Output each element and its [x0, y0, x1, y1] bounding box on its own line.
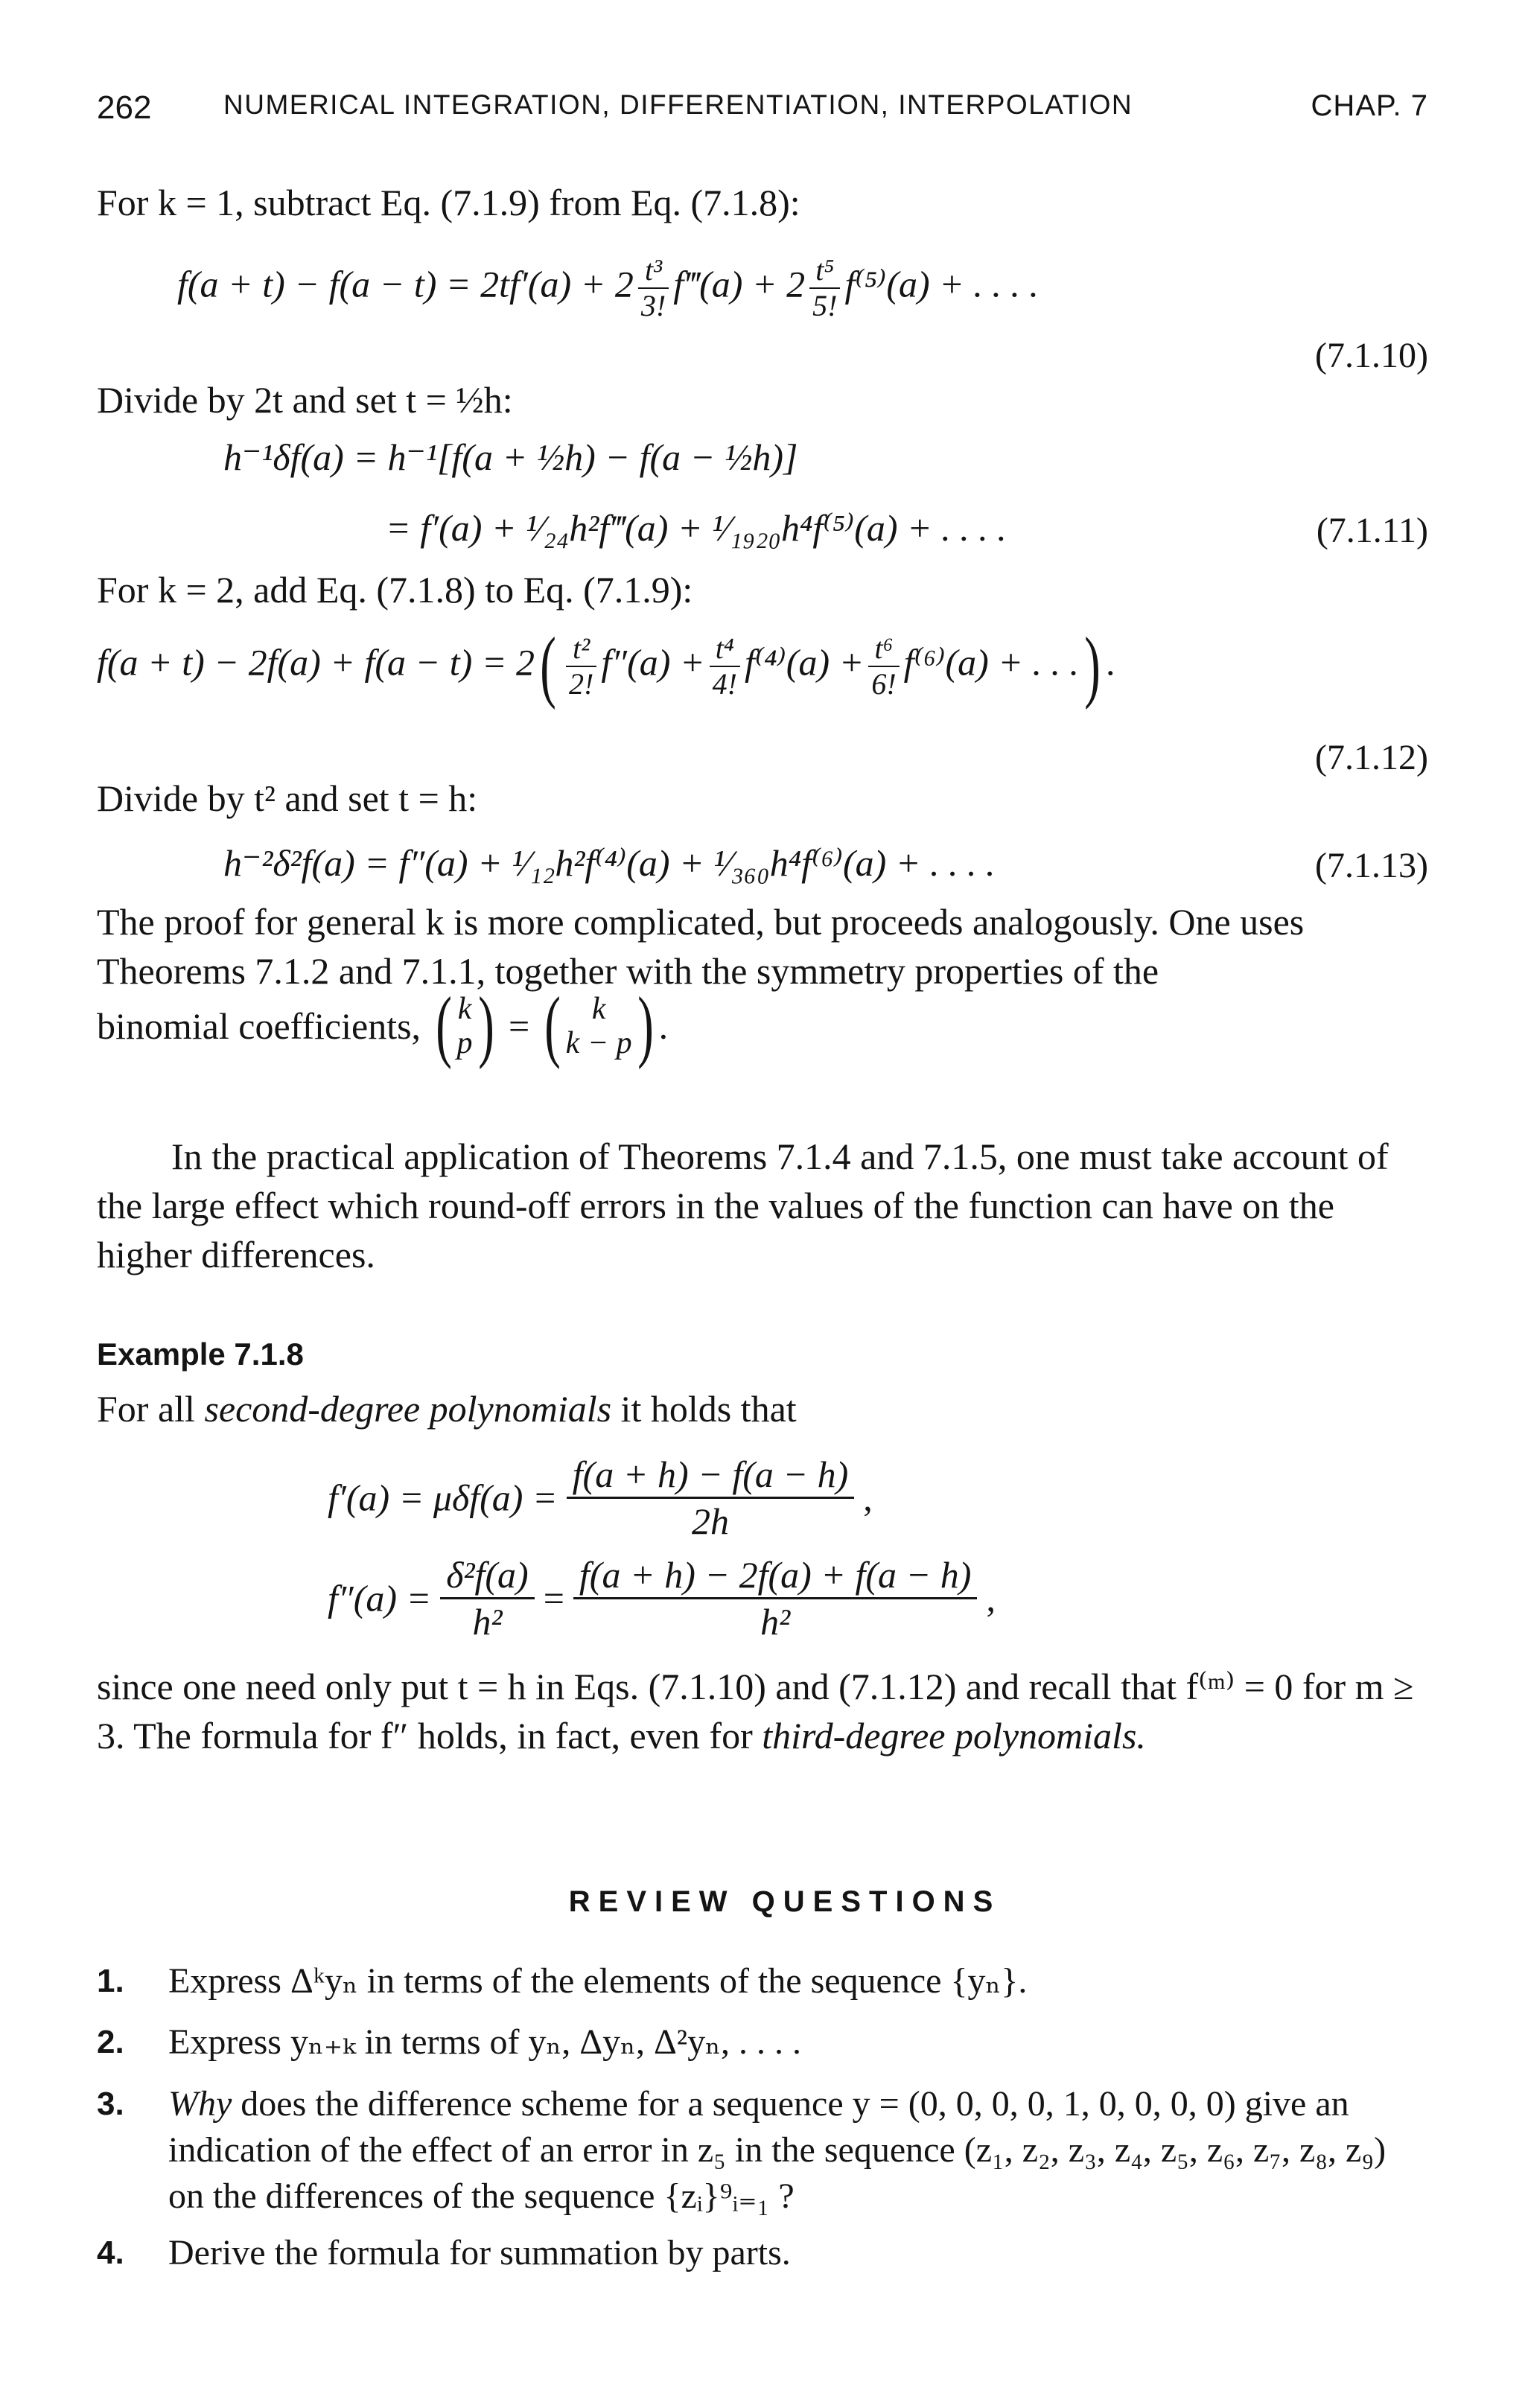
- binomial-left: [457, 992, 473, 1060]
- frac-denominator: h²: [472, 1601, 503, 1643]
- question-text: [168, 2081, 1428, 2220]
- example-intro: [97, 1385, 1428, 1433]
- frac-denominator: h²: [760, 1601, 791, 1643]
- eq-7112-frac-1: [566, 631, 596, 701]
- review-questions-heading: REVIEW QUESTIONS: [568, 1885, 1002, 1918]
- frac-denominator: 3!: [640, 289, 666, 322]
- frac-denominator: 5!: [812, 289, 838, 322]
- question-number: 3.: [97, 2086, 124, 2122]
- example-eq2-frac-2: [573, 1552, 978, 1644]
- binomial-text: binomial coefficients,: [97, 1005, 421, 1047]
- divide-t2-text: Divide by t² and set t = h:: [97, 777, 478, 819]
- equation-number: (7.1.11): [1316, 511, 1428, 550]
- eq-7110-rhs: f⁽⁵⁾(a) + . . . .: [844, 263, 1039, 305]
- eq-7112-lhs: f(a + t) − 2f(a) + f(a − t) = 2: [97, 641, 535, 684]
- divide-2t-text: Divide by 2t and set t = ½h:: [97, 379, 513, 421]
- equation-7-1-12: f(a + t) − 2f(a) + f(a − t) = 2( $\frac{\text{t²}}{2!}$ f″(a) + $\frac{\text{t⁴}}{4!}$ f⁽⁴⁾(a) + $\frac{\text{t⁶}}{6!}$ f⁽⁶⁾(a) + . . .) .: [97, 622, 1115, 710]
- question-body: does the difference scheme for a sequence y = (0, 0, 0, 0, 1, 0, 0, 0, 0) give an indication of the effect of an error in z₅ in the sequence (z₁, z₂, z₃, z₄, z₅, z₆, z₇, z₈, z₉) on the differences of the sequence {zᵢ}⁹ᵢ₌₁ ?: [168, 2084, 1386, 2216]
- eq-7112-term-2: f⁽⁴⁾(a) +: [744, 641, 865, 684]
- right-paren: ): [477, 981, 494, 1070]
- equation-7-1-10: [177, 253, 1039, 323]
- frac-numerator: t⁶: [868, 631, 899, 667]
- eq-7110-lhs: f(a + t) − f(a − t) = 2tf′(a) + 2: [177, 263, 634, 305]
- equation-number: (7.1.12): [1315, 738, 1428, 777]
- frac-numerator: t²: [566, 631, 596, 667]
- example-equation-1: f′(a) = μδf(a) = $\frac{f(a + h) - f(a - h)}{2h}$ ,: [328, 1453, 873, 1542]
- intro-k2: For k = 2, add Eq. (7.1.8) to Eq. (7.1.9):: [97, 569, 693, 611]
- eq-7112-term-3: f⁽⁶⁾(a) + . . .: [903, 641, 1080, 684]
- eq-7110-mid: f‴(a) + 2: [673, 263, 806, 305]
- example-conclusion-text: since one need only put t = h in Eqs. (7.1.10) and (7.1.12) and recall that f⁽ᵐ⁾ = 0 for m ≥ 3. The formula for f″ holds, in fact, even for: [97, 1666, 1414, 1756]
- binomial-line: binomial coefficients, ( k p ) = ( k k − p ) .: [97, 981, 669, 1070]
- binom-top: k: [457, 992, 472, 1026]
- question-text: Derive the formula for summation by parts.: [168, 2233, 791, 2272]
- page-number: 262: [97, 89, 152, 126]
- eq-7112-frac-2: [710, 631, 740, 701]
- review-question-3: [97, 2081, 1428, 2220]
- example-title: Example 7.1.8: [97, 1337, 304, 1372]
- example-equation-2: f″(a) = $\frac{\text{δ²f(a)}}{\text{h²}}$ = $\frac{f(a + h) - 2f(a) + f(a - h)}{\text{h²}}$ ,: [328, 1554, 996, 1643]
- review-question-2: [97, 2019, 1428, 2065]
- frac-numerator: t⁴: [710, 631, 740, 667]
- eq-7112-frac-3: [868, 631, 899, 701]
- question-number: 1.: [97, 1963, 124, 1999]
- frac-denominator: 2h: [691, 1500, 729, 1542]
- question-number: 4.: [97, 2235, 124, 2271]
- binom-bottom: p: [456, 1026, 473, 1060]
- right-paren: ): [637, 981, 654, 1070]
- question-number: 2.: [97, 2024, 124, 2060]
- example-eq1-lhs: f′(a) = μδf(a) =: [328, 1477, 558, 1519]
- binomial-right: [566, 992, 632, 1060]
- left-paren: (: [544, 981, 561, 1070]
- eq-7112-term-1: f″(a) +: [601, 641, 705, 684]
- example-conclusion-emphasis: third-degree polynomials.: [762, 1715, 1146, 1756]
- eq-7110-frac-1: [638, 253, 669, 323]
- example-intro-emphasis: second-degree polynomials: [204, 1388, 612, 1430]
- review-question-4: [97, 2230, 1428, 2276]
- equation-7-1-13: h⁻²δ²f(a) = f″(a) + ¹⁄₁₂h²f⁽⁴⁾(a) + ¹⁄₃₆₀h⁴f⁽⁶⁾(a) + . . . .: [223, 842, 996, 884]
- left-paren: (: [435, 981, 452, 1070]
- question-emphasis: Why: [168, 2084, 232, 2124]
- binom-bottom: k − p: [565, 1026, 632, 1060]
- frac-numerator: δ²f(a): [440, 1552, 534, 1599]
- frac-numerator: f(a + h) − f(a − h): [567, 1452, 855, 1499]
- frac-numerator: t³: [638, 253, 669, 289]
- question-text: Express Δᵏyₙ in terms of the elements of the sequence {yₙ}.: [168, 1961, 1028, 2001]
- equation-7-1-11-line-1: h⁻¹δf(a) = h⁻¹[f(a + ½h) − f(a − ½h)]: [223, 436, 798, 478]
- example-eq2-frac-1: [440, 1552, 534, 1644]
- proof-paragraph: The proof for general k is more complicated, but proceeds analogously. One uses Theorems 7.1.2 and 7.1.1, together with the symmetry properties of the: [97, 901, 1305, 992]
- left-paren: (: [540, 622, 556, 710]
- equation-number: (7.1.10): [1315, 336, 1428, 375]
- eq-7110-frac-2: [809, 253, 840, 323]
- frac-denominator: 4!: [712, 667, 737, 701]
- frac-numerator: t⁵: [809, 253, 840, 289]
- binom-top: k: [591, 992, 606, 1026]
- equals-sign: =: [509, 1005, 530, 1047]
- equation-7-1-11-line-2: = f′(a) + ¹⁄₂₄h²f‴(a) + ¹⁄₁₉₂₀h⁴f⁽⁵⁾(a) + . . . .: [386, 507, 1007, 549]
- question-text: Express yₙ₊ₖ in terms of yₙ, Δyₙ, Δ²yₙ, . . . .: [168, 2022, 801, 2062]
- equation-number: (7.1.13): [1315, 846, 1428, 885]
- running-title: NUMERICAL INTEGRATION, DIFFERENTIATION, INTERPOLATION: [223, 89, 1133, 120]
- frac-denominator: 6!: [871, 667, 897, 701]
- example-eq2-lhs: f″(a) =: [328, 1577, 432, 1619]
- intro-k1: For k = 1, subtract Eq. (7.1.9) from Eq. (7.1.8):: [97, 182, 800, 223]
- example-eq1-frac: [567, 1452, 855, 1544]
- example-intro-post: it holds that: [611, 1388, 797, 1430]
- example-conclusion: [97, 1662, 1428, 1760]
- practical-paragraph: In the practical application of Theorems 7.1.4 and 7.1.5, one must take account of the large effect which round-off errors in the values of the function can have on the higher differences.: [97, 1135, 1389, 1275]
- frac-denominator: 2!: [569, 667, 594, 701]
- review-question-1: [97, 1958, 1428, 2004]
- right-paren: ): [1084, 622, 1101, 710]
- frac-numerator: f(a + h) − 2f(a) + f(a − h): [573, 1552, 978, 1599]
- example-intro-pre: For all: [97, 1388, 205, 1430]
- chapter-label: CHAP. 7: [1311, 89, 1428, 122]
